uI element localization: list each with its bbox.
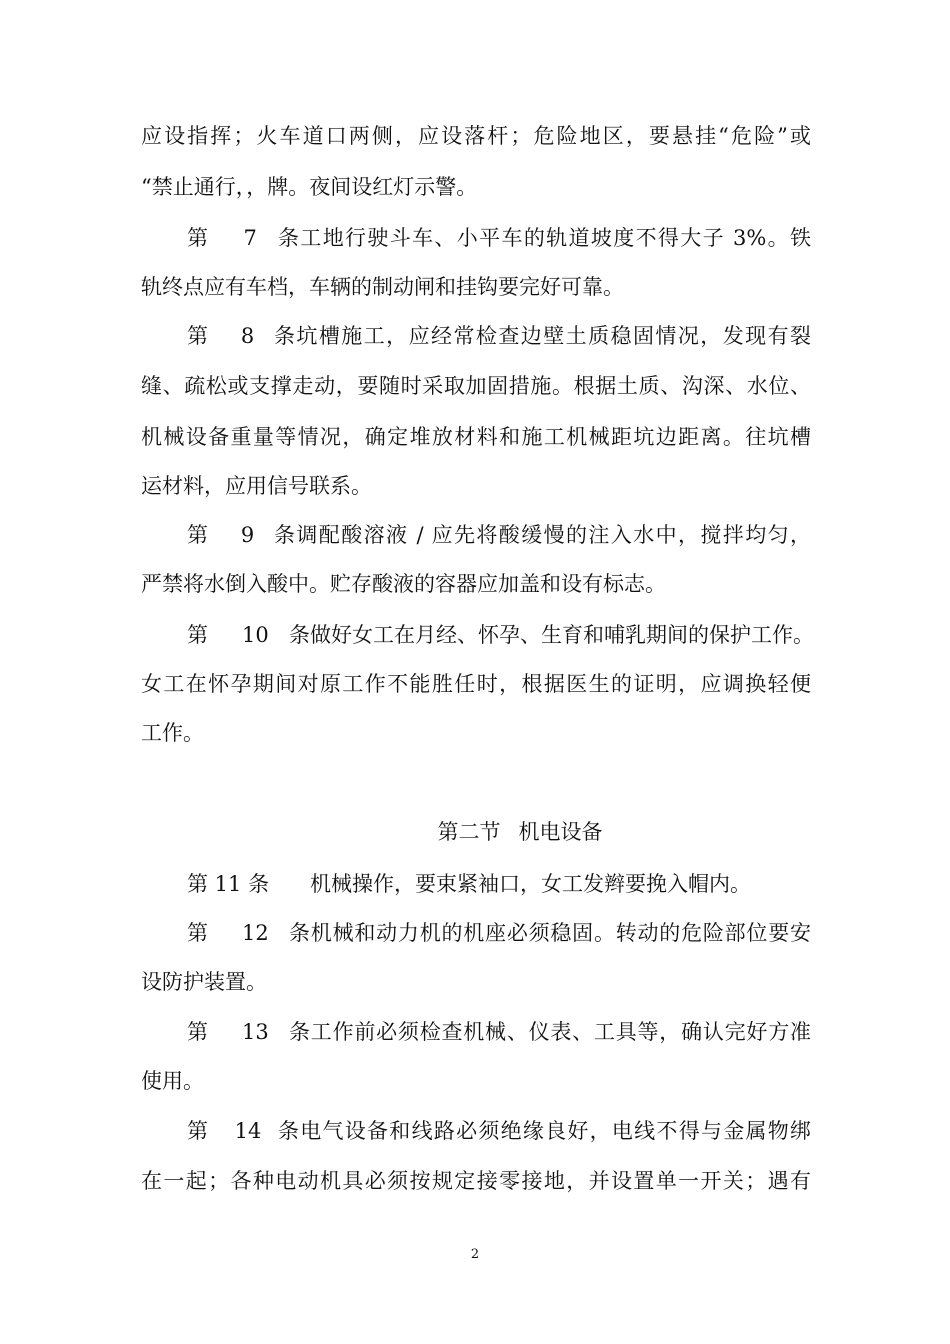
article-text: 机械操作，要束紧袖口，女工发辫要挽入帽内。: [310, 872, 751, 896]
paragraph-line: 工作。: [141, 721, 204, 745]
article-number: 第 12 条: [187, 921, 310, 945]
paragraph-line: 轨终点应有车档，车辆的制动闸和挂钩要完好可靠。: [141, 275, 624, 299]
paragraph-line: 设防护装置。: [141, 970, 267, 994]
article-13-first-line: [187, 1017, 811, 1047]
paragraph-line: 缝、疏松或支撑走动，要随时采取加固措施。根据土质、沟深、水位、: [141, 374, 811, 398]
article-number: 第 14 条: [187, 1119, 299, 1143]
section-heading: [0, 817, 950, 847]
article-10-first-line: [187, 620, 814, 650]
article-number: 第 9 条: [187, 523, 295, 547]
article-number: 第 7 条: [187, 226, 299, 250]
paragraph-line: 在一起；各种电动机具必须按规定接零接地，并设置单一开关；遇有: [141, 1169, 811, 1193]
article-14-first-line: [187, 1116, 811, 1146]
article-text: 调配酸溶液 / 应先将酸缓慢的注入水中，搅拌均匀，: [295, 523, 811, 547]
article-number: 第 13 条: [187, 1020, 310, 1044]
article-8-first-line: [187, 321, 811, 351]
article-number: 第 8 条: [187, 324, 295, 348]
article-7-first-line: [187, 223, 811, 253]
article-9-first-line: [187, 520, 811, 550]
paragraph-line: 机械设备重量等情况，确定堆放材料和施工机械距坑边距离。往坑槽: [141, 425, 811, 449]
paragraph-line: 应设指挥；火车道口两侧，应设落杆；危险地区，要悬挂“危险”或: [141, 124, 811, 148]
article-text: 坑槽施工，应经常检查边壁土质稳固情况，发现有裂: [295, 324, 811, 348]
article-text: 电气设备和线路必须绝缘良好，电线不得与金属物绑: [299, 1119, 811, 1143]
article-number: 第 11 条: [187, 872, 270, 896]
article-number: 第 10 条: [187, 623, 310, 647]
paragraph-line: 女工在怀孕期间对原工作不能胜任时，根据医生的证明，应调换轻便: [141, 672, 811, 696]
article-12-first-line: [187, 918, 811, 948]
article-text: 工地行驶斗车、小平车的轨道坡度不得大子 3%。铁: [299, 226, 811, 250]
paragraph-line: 运材料，应用信号联系。: [141, 474, 372, 498]
article-text: 做好女工在月经、怀孕、生育和哺乳期间的保护工作。: [310, 623, 814, 647]
article-text: 机械和动力机的机座必须稳固。转动的危险部位要安: [310, 921, 811, 945]
section-number: 第二节: [437, 820, 501, 844]
paragraph-line: “禁止通行，，牌。夜间设红灯示警。: [141, 175, 478, 199]
paragraph-line: 使用。: [141, 1069, 204, 1093]
article-text: 工作前必须检查机械、仪表、工具等，确认完好方准: [310, 1020, 811, 1044]
article-11-first-line: [187, 869, 811, 899]
page-number: 2: [470, 1247, 480, 1262]
paragraph-line: 严禁将水倒入酸中。贮存酸液的容器应加盖和设有标志。: [141, 572, 666, 596]
section-title: 机电设备: [518, 820, 603, 844]
